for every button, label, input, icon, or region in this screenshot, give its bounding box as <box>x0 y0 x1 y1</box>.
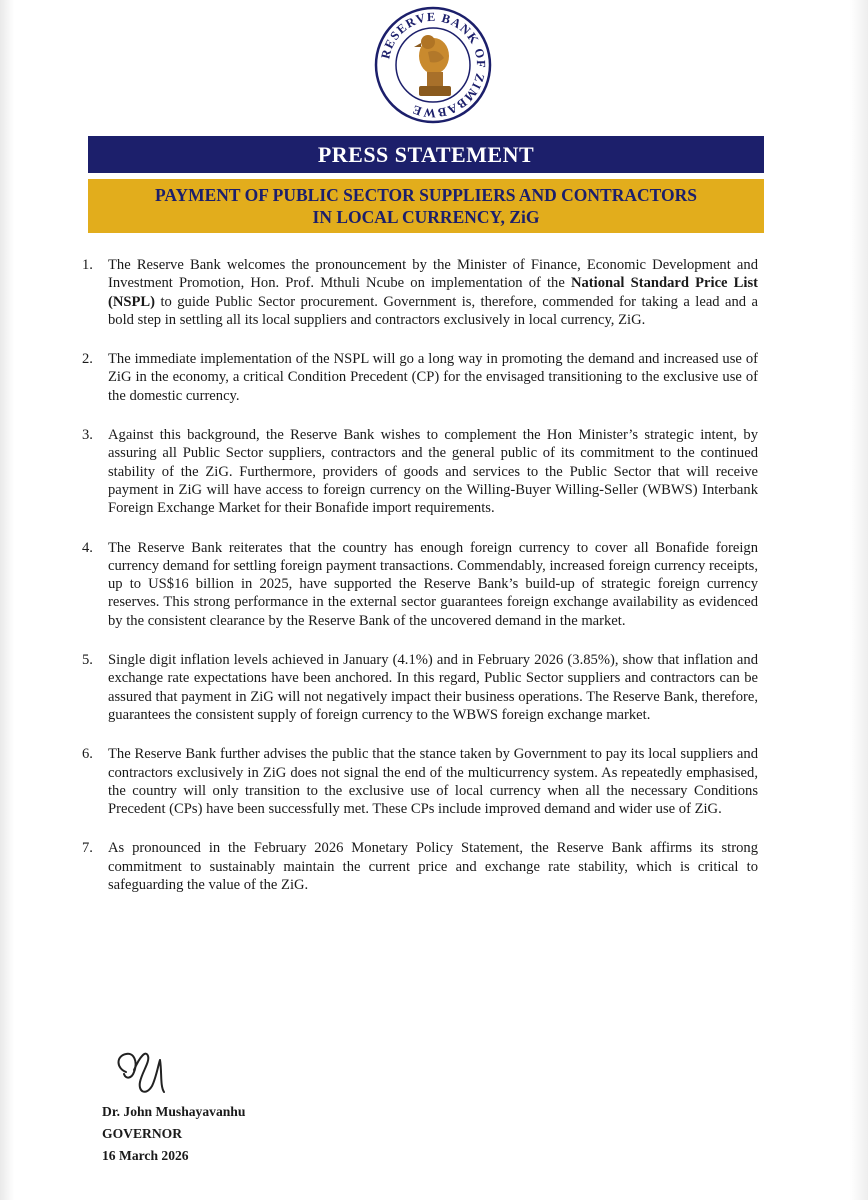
paragraph-text: Against this background, the Reserve Bank wishes to complement the Hon Minister’s strategic intent, by assuring all Public Sector suppliers, contractors and the general public of its commitment to the continued stability of the ZiG. Furthermore, providers of goods and services to the Public Sector that will receive payment in ZiG will have access to foreign currency on the Willing-Buyer Willing-Seller (WBWS) Interbank Foreign Exchange Market for their Bonafide import requirements. <box>108 427 758 517</box>
statement-title-line2: IN LOCAL CURRENCY, ZiG <box>312 207 540 227</box>
nspl-bold-text: National Standard Price List (NSPL) <box>108 275 758 310</box>
paragraph-5 <box>82 651 758 724</box>
press-statement-banner <box>88 136 764 173</box>
paragraph-1 <box>82 256 758 329</box>
statement-paragraphs <box>82 256 758 915</box>
statement-title-line1: PAYMENT OF PUBLIC SECTOR SUPPLIERS AND CONTRACTORS <box>155 185 697 205</box>
statement-date: 16 March 2026 <box>102 1148 189 1163</box>
paragraph-4 <box>82 539 758 630</box>
paragraph-number: 7. <box>82 840 93 857</box>
paragraph-text: The Reserve Bank further advises the public that the stance taken by Government to pay its local suppliers and contractors exclusively in ZiG does not signal the end of the multicurrency system. As repeatedly emphasised, the country will only transition to the exclusive use of local currency when all the necessary Conditions Precedent (CPs) have been successfully met. These CPs include improved demand and wider use of ZiG. <box>108 746 758 818</box>
reserve-bank-logo <box>372 4 494 126</box>
paragraph-text: The Reserve Bank reiterates that the country has enough foreign currency to cover all Bonafide foreign currency demand for settling foreign payment transactions. Commendably, increased foreign currency receipts, up to US$16 billion in 2025, have supported the Reserve Bank’s build-up of strategic foreign currency reserves. This strong performance in the external sector guarantees foreign exchange availability as evidenced by the consistent clearance by the Reserve Bank of the uncovered demand in the market. <box>108 539 758 629</box>
paragraph-number: 5. <box>82 652 93 669</box>
statement-title-banner <box>88 179 764 233</box>
handwritten-signature <box>112 1042 178 1098</box>
paragraph-7 <box>82 839 758 894</box>
paragraph-number: 2. <box>82 351 93 368</box>
paragraph-text: Single digit inflation levels achieved in January (4.1%) and in February 2026 (3.85%), show that inflation and exchange rate expectations have been anchored. In this regard, Public Sector suppliers and contractors can be assured that payment in ZiG will not negatively impact their business operations. The Reserve Bank, therefore, guarantees the consistent supply of foreign currency to the WBWS foreign exchange market. <box>108 652 758 723</box>
paragraph-text: The immediate implementation of the NSPL will go a long way in promoting the demand and increased use of ZiG in the economy, a critical Condition Precedent (CP) for the envisaged transitioning to the exclusive use of the domestic currency. <box>108 351 758 404</box>
paragraph-6 <box>82 745 758 818</box>
signatory-block <box>102 1101 245 1167</box>
logo-ring-text: RESERVE BANK OF ZIMBABWE <box>378 9 489 121</box>
signatory-name: Dr. John Mushayavanhu <box>102 1104 246 1119</box>
paragraph-text: to guide Public Sector procurement. Government is, therefore, commended for taking a lead and a bold step in settling all its local suppliers and contractors exclusively in local currency, ZiG. <box>108 293 758 328</box>
paragraph-text: The Reserve Bank welcomes the pronouncement by the Minister of Finance, Economic Development and Investment Promotion, Hon. Prof. Mthuli Ncube on implementation of the <box>108 257 758 292</box>
paragraph-number: 1. <box>82 257 93 273</box>
signatory-title: GOVERNOR <box>102 1126 183 1141</box>
paragraph-3 <box>82 426 758 517</box>
paragraph-2 <box>82 350 758 405</box>
paragraph-number: 4. <box>82 539 93 556</box>
press-statement-label: PRESS STATEMENT <box>317 141 535 167</box>
paragraph-text: As pronounced in the February 2026 Monetary Policy Statement, the Reserve Bank affirms its strong commitment to sustainably maintain the current price and exchange rate stability, which is critical to safeguarding the value of the ZiG. <box>108 840 758 894</box>
paragraph-number: 3. <box>82 427 93 444</box>
paragraph-number: 6. <box>82 746 93 763</box>
